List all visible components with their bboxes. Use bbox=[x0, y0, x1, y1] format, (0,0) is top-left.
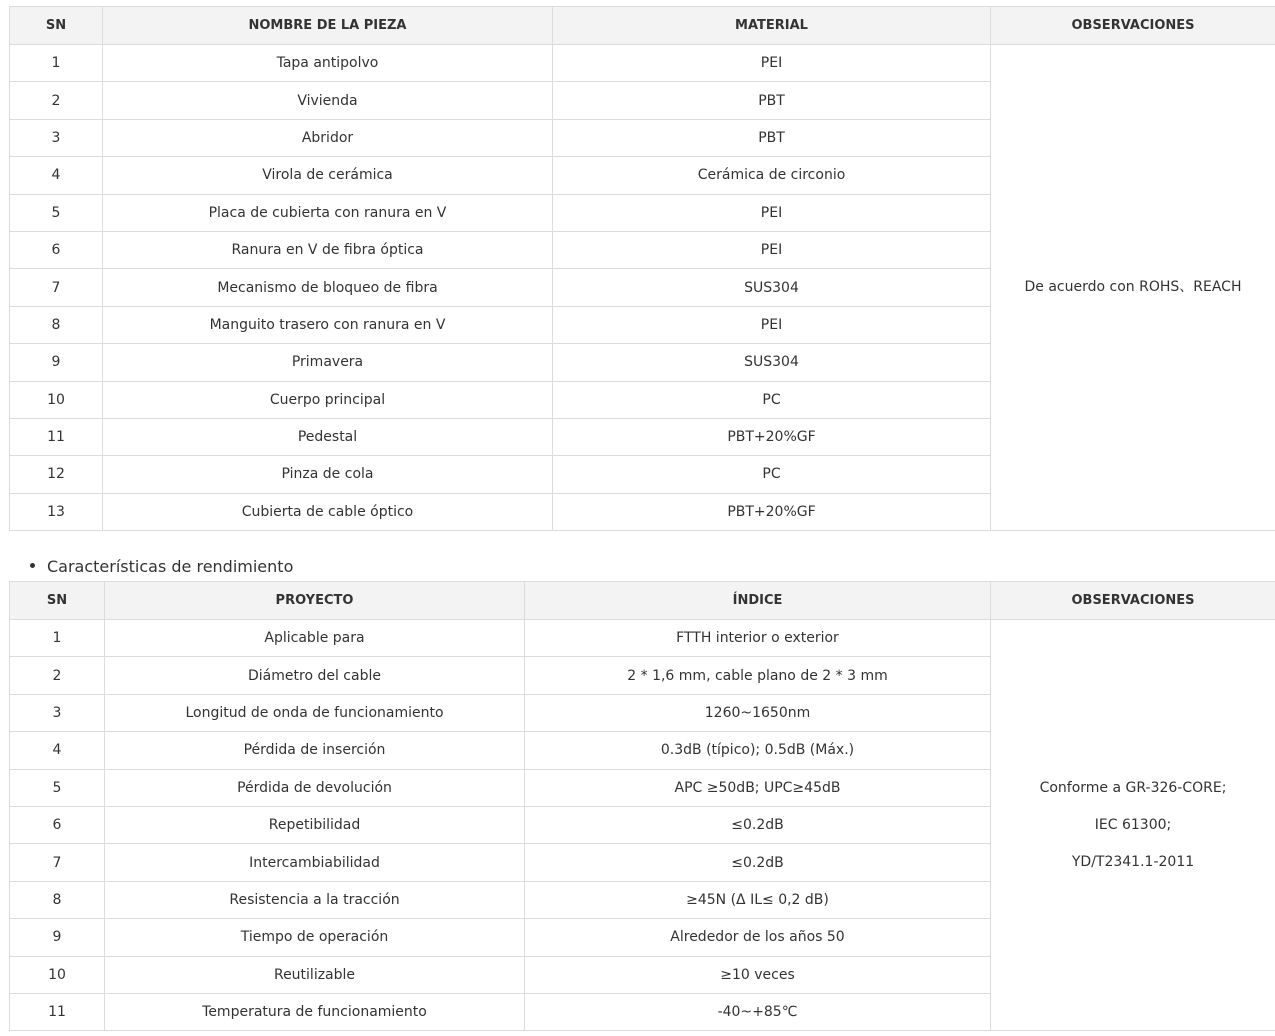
project-cell: Aplicable para bbox=[105, 620, 525, 657]
sn-cell: 7 bbox=[10, 844, 105, 881]
performance-header-row bbox=[10, 582, 1275, 620]
parts-table bbox=[9, 6, 1275, 531]
material-cell: PEI bbox=[553, 306, 991, 343]
performance-body bbox=[10, 620, 1275, 1031]
observation-cell bbox=[991, 620, 1275, 1031]
parts-header-row bbox=[10, 7, 1275, 45]
index-cell: ≤0.2dB bbox=[525, 844, 991, 881]
part-name-cell: Pedestal bbox=[103, 418, 553, 455]
sn-cell: 1 bbox=[10, 620, 105, 657]
index-cell: 1260~1650nm bbox=[525, 694, 991, 731]
material-cell: SUS304 bbox=[553, 269, 991, 306]
material-cell: PC bbox=[553, 456, 991, 493]
index-cell: 0.3dB (típico); 0.5dB (Máx.) bbox=[525, 732, 991, 769]
project-cell: Tiempo de operación bbox=[105, 919, 525, 956]
part-name-cell: Cuerpo principal bbox=[103, 381, 553, 418]
sn-cell: 6 bbox=[10, 806, 105, 843]
sn-cell: 13 bbox=[10, 493, 103, 530]
index-cell: -40~+85℃ bbox=[525, 993, 991, 1030]
material-cell: PBT bbox=[553, 82, 991, 119]
sn-cell: 8 bbox=[10, 306, 103, 343]
performance-heading bbox=[30, 555, 293, 579]
performance-table bbox=[9, 581, 1275, 1031]
header-sn: SN bbox=[10, 7, 103, 45]
project-cell: Intercambiabilidad bbox=[105, 844, 525, 881]
material-cell: PEI bbox=[553, 194, 991, 231]
sn-cell: 3 bbox=[10, 694, 105, 731]
sn-cell: 9 bbox=[10, 344, 103, 381]
project-cell: Repetibilidad bbox=[105, 806, 525, 843]
header-observations: OBSERVACIONES bbox=[991, 7, 1275, 45]
project-cell: Pérdida de devolución bbox=[105, 769, 525, 806]
header-index: ÍNDICE bbox=[525, 582, 991, 620]
sn-cell: 5 bbox=[10, 194, 103, 231]
header-material: MATERIAL bbox=[553, 7, 991, 45]
sn-cell: 9 bbox=[10, 919, 105, 956]
project-cell: Reutilizable bbox=[105, 956, 525, 993]
project-cell: Resistencia a la tracción bbox=[105, 881, 525, 918]
part-name-cell: Virola de cerámica bbox=[103, 157, 553, 194]
part-name-cell: Vivienda bbox=[103, 82, 553, 119]
sn-cell: 12 bbox=[10, 456, 103, 493]
project-cell: Temperatura de funcionamiento bbox=[105, 993, 525, 1030]
header-project: PROYECTO bbox=[105, 582, 525, 620]
sn-cell: 3 bbox=[10, 119, 103, 156]
part-name-cell: Tapa antipolvo bbox=[103, 45, 553, 82]
part-name-cell: Cubierta de cable óptico bbox=[103, 493, 553, 530]
sn-cell: 2 bbox=[10, 657, 105, 694]
index-cell: ≥45N (Δ IL≤ 0,2 dB) bbox=[525, 881, 991, 918]
material-cell: PBT+20%GF bbox=[553, 493, 991, 530]
observation-line: YD/T2341.1-2011 bbox=[1071, 853, 1195, 870]
observation-line: Conforme a GR-326-CORE; bbox=[1039, 779, 1227, 796]
part-name-cell: Mecanismo de bloqueo de fibra bbox=[103, 269, 553, 306]
sn-cell: 10 bbox=[10, 956, 105, 993]
sn-cell: 10 bbox=[10, 381, 103, 418]
observation-cell: De acuerdo con ROHS、REACH bbox=[991, 45, 1275, 531]
sn-cell: 2 bbox=[10, 82, 103, 119]
material-cell: PEI bbox=[553, 45, 991, 82]
index-cell: 2 * 1,6 mm, cable plano de 2 * 3 mm bbox=[525, 657, 991, 694]
sn-cell: 1 bbox=[10, 45, 103, 82]
sn-cell: 8 bbox=[10, 881, 105, 918]
table-row bbox=[10, 45, 1275, 82]
index-cell: APC ≥50dB; UPC≥45dB bbox=[525, 769, 991, 806]
header-observations: OBSERVACIONES bbox=[991, 582, 1275, 620]
sn-cell: 4 bbox=[10, 157, 103, 194]
part-name-cell: Pinza de cola bbox=[103, 456, 553, 493]
performance-heading-text: Características de rendimiento bbox=[47, 557, 294, 576]
sn-cell: 5 bbox=[10, 769, 105, 806]
index-cell: ≥10 veces bbox=[525, 956, 991, 993]
material-cell: SUS304 bbox=[553, 344, 991, 381]
sn-cell: 11 bbox=[10, 418, 103, 455]
header-part-name: NOMBRE DE LA PIEZA bbox=[103, 7, 553, 45]
project-cell: Longitud de onda de funcionamiento bbox=[105, 694, 525, 731]
material-cell: PBT bbox=[553, 119, 991, 156]
table-row bbox=[10, 620, 1275, 657]
part-name-cell: Placa de cubierta con ranura en V bbox=[103, 194, 553, 231]
project-cell: Diámetro del cable bbox=[105, 657, 525, 694]
observation-line: IEC 61300; bbox=[1094, 816, 1172, 833]
sn-cell: 4 bbox=[10, 732, 105, 769]
part-name-cell: Ranura en V de fibra óptica bbox=[103, 231, 553, 268]
material-cell: PC bbox=[553, 381, 991, 418]
material-cell: Cerámica de circonio bbox=[553, 157, 991, 194]
sn-cell: 7 bbox=[10, 269, 103, 306]
material-cell: PBT+20%GF bbox=[553, 418, 991, 455]
project-cell: Pérdida de inserción bbox=[105, 732, 525, 769]
index-cell: Alrededor de los años 50 bbox=[525, 919, 991, 956]
part-name-cell: Abridor bbox=[103, 119, 553, 156]
parts-body bbox=[10, 45, 1275, 531]
index-cell: FTTH interior o exterior bbox=[525, 620, 991, 657]
bullet-icon bbox=[30, 563, 35, 568]
material-cell: PEI bbox=[553, 231, 991, 268]
index-cell: ≤0.2dB bbox=[525, 806, 991, 843]
sn-cell: 11 bbox=[10, 993, 105, 1030]
sn-cell: 6 bbox=[10, 231, 103, 268]
header-sn: SN bbox=[10, 582, 105, 620]
part-name-cell: Primavera bbox=[103, 344, 553, 381]
part-name-cell: Manguito trasero con ranura en V bbox=[103, 306, 553, 343]
